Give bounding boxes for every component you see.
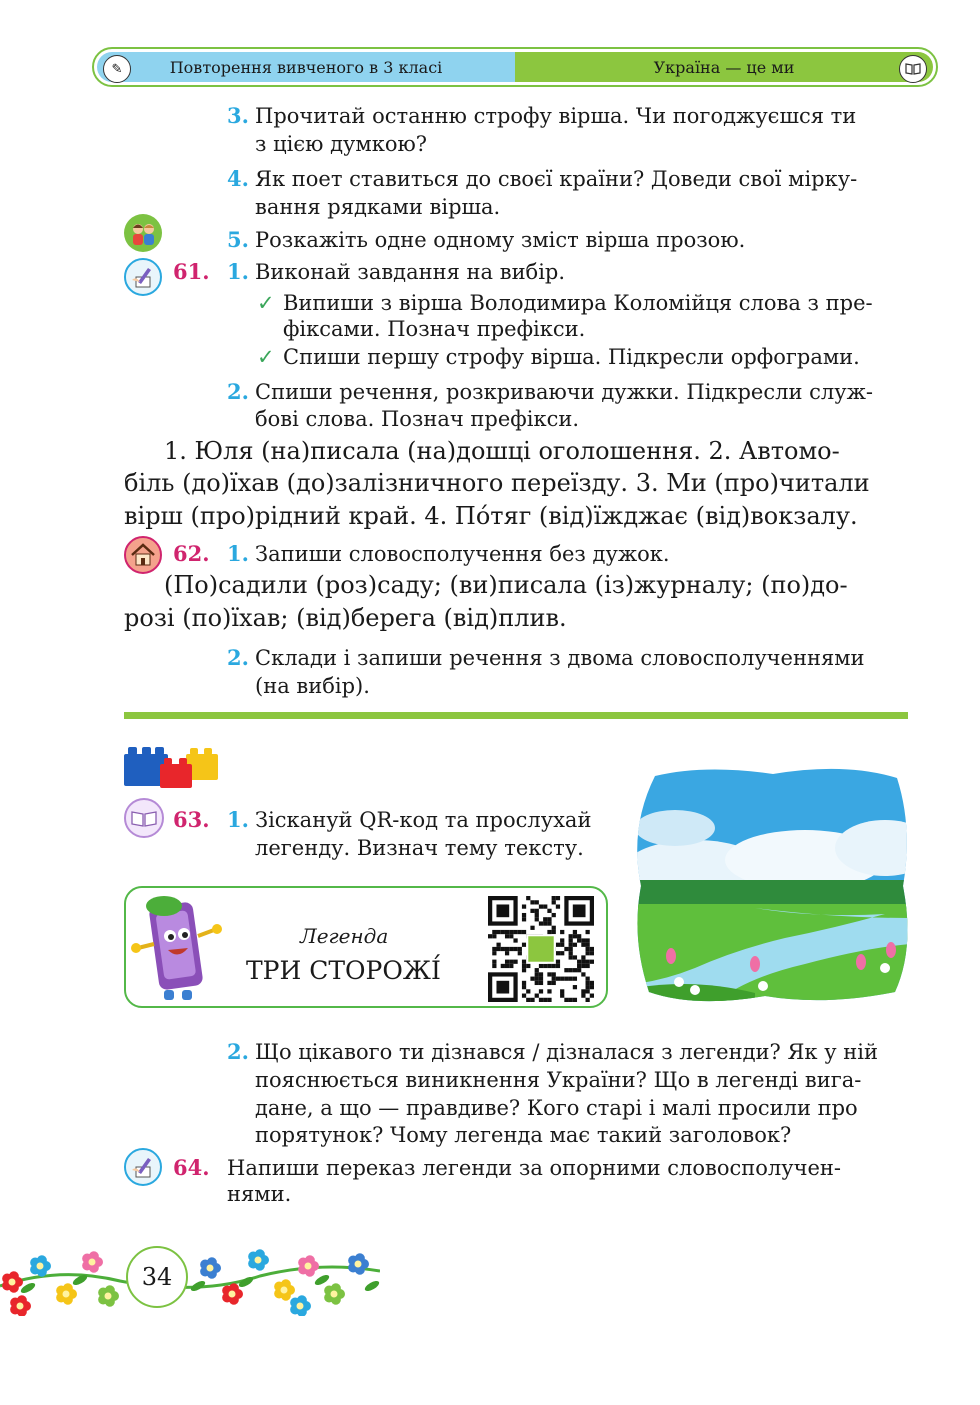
ex61-choice-1-line2: фіксами. Познач префікси. [283,317,586,341]
ex62-phrases-line1: (По)садили (роз)саду; (ви)писала (із)журналу; (по)до- [164,571,848,599]
pen-icon: ✎ [103,55,131,83]
flower-garland-decoration [0,1236,380,1316]
header-right [515,52,933,82]
ex63-task-2-line1: Що цікавого ти дізнався / дізналася з легенди? Як у ній [255,1040,878,1064]
task-4-num: 4. [227,166,249,191]
ex63-task-1-line1: Зіскануй QR-код та прослухай [255,808,592,832]
header-left [97,52,515,82]
ex63-task-2-line3: дане, а що — правдиве? Кого старі і малі просили про [255,1096,858,1120]
writing-icon [124,1148,162,1186]
header-left-title: Повторення вивченого в 3 класі [169,57,443,77]
ex62-phrases-line2: розі (по)їхав; (від)берега (від)плив. [124,604,567,632]
task-4-line1: Як поет ставиться до своєї країни? Доведи свої мірку- [255,167,858,191]
ex62-task-2-line2: (на вибір). [255,674,370,698]
ex62-task-1: Запиши словосполучення без дужок. [255,542,670,566]
ex63-task-1-line2: легенду. Визнач тему тексту. [255,836,584,860]
ex61-task-2-line1: Спиши речення, розкриваючи дужки. Підкресли служ- [255,380,873,404]
reading-book-icon [124,798,164,838]
ex61-sentences-line3: вірш (про)рідний край. 4. По́тяг (від)їжджає (від)вокзалу. [124,502,858,530]
ex61-sentences-line2: біль (до)їхав (до)залізничного переїзду. 3. Ми (про)читали [124,469,870,497]
ex61-choice-1-line1: Випиши з вірша Володимира Коломійця слова з пре- [283,291,873,315]
header-right-title: Україна — це ми [653,57,795,77]
ex63-task-1-num: 1. [227,807,249,832]
phone-mascot-illustration [130,890,226,1006]
check-icon: ✓ [257,345,275,369]
header-bar [92,47,938,87]
task-3-line1: Прочитай останню строфу вірша. Чи погоджуєшся ти [255,104,857,128]
pair-work-icon [124,214,162,252]
ex63-task-2-line4: порятунок? Чому легенда має такий заголовок? [255,1123,792,1147]
task-3-num: 3. [227,103,249,128]
ex61-choice-2: Спиши першу строфу вірша. Підкресли орфограми. [283,345,860,369]
exercise-62-number: 62. [173,541,210,566]
ex63-task-2-num: 2. [227,1039,249,1064]
ex61-task-2-line2: бові слова. Познач префікси. [255,407,580,431]
qr-code[interactable] [488,896,594,1002]
ex63-task-2-line2: пояснюється виникнення України? Що в легенді вига- [255,1068,862,1092]
ex61-task-1-num: 1. [227,259,249,284]
ex64-line1: Напиши переказ легенди за опорними словосполучен- [227,1156,841,1180]
ex64-line2: нями. [227,1182,292,1206]
task-4-line2: вання рядками вірша. [255,195,501,219]
home-icon [124,536,162,574]
page-number: 34 [126,1246,188,1308]
ex61-task-1: Виконай завдання на вибір. [255,260,566,284]
exercise-64-number: 64. [173,1155,210,1180]
legend-label: Легенда [300,924,389,948]
task-5-num: 5. [227,227,249,252]
exercise-61-number: 61. [173,259,210,284]
landscape-illustration [635,768,910,1003]
task-5-line1: Розкажіть одне одному зміст вірша прозою. [255,228,746,252]
writing-icon [124,258,162,296]
ex62-task-2-num: 2. [227,645,249,670]
check-icon: ✓ [257,291,275,315]
task-3-line2: з цією думкою? [255,132,427,156]
ex62-task-1-num: 1. [227,541,249,566]
ex62-task-2-line1: Склади і запиши речення з двома словосполученнями [255,646,865,670]
lego-bricks-icon [124,742,220,790]
section-divider [124,712,908,719]
book-icon [899,55,927,83]
exercise-63-number: 63. [173,807,210,832]
legend-title: ТРИ СТОРОЖІ́ [246,956,441,985]
ex61-task-2-num: 2. [227,379,249,404]
ex61-sentences-line1: 1. Юля (на)писала (на)дошці оголошення. 2. Автомо- [164,437,840,465]
